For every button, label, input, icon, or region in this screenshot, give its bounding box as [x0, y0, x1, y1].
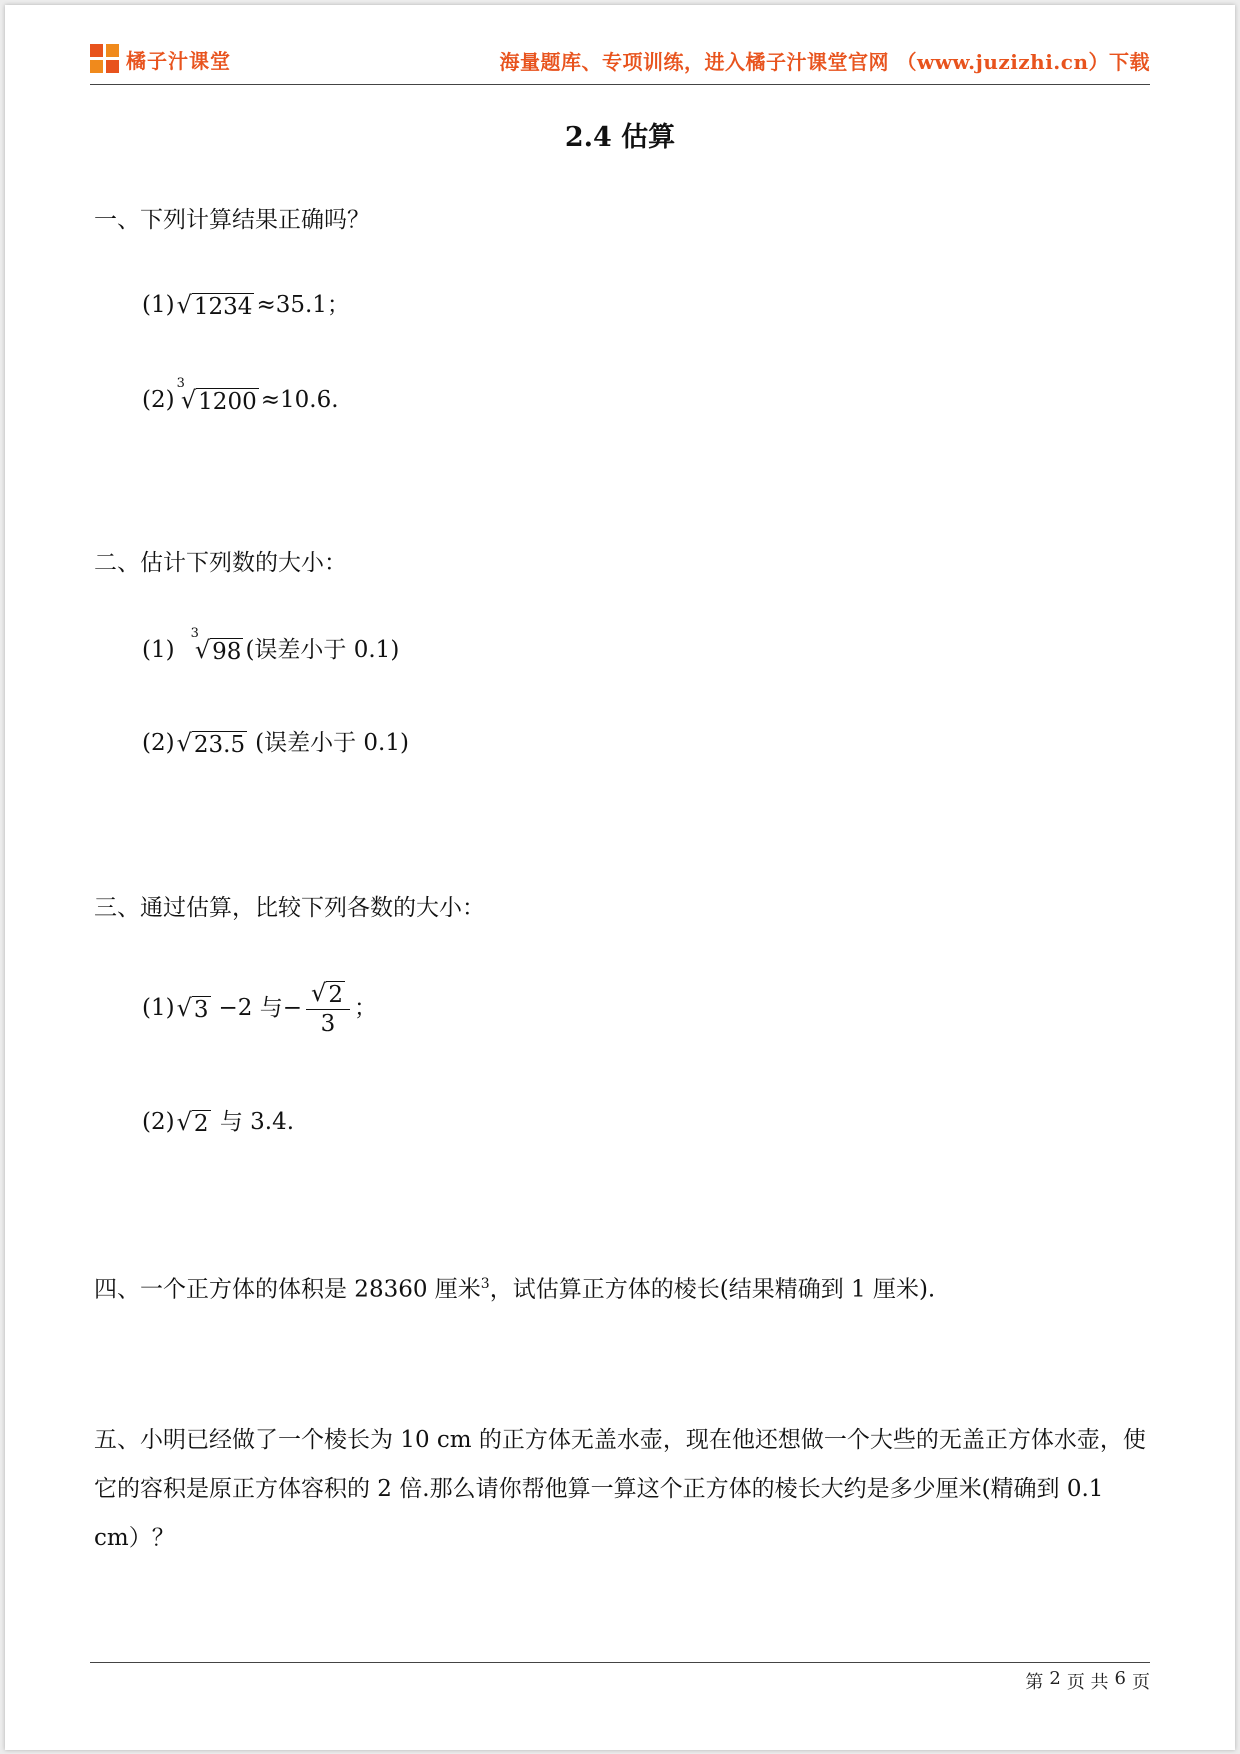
question-5: 五、小明已经做了一个棱长为 10 cm 的正方体无盖水壶，现在他还想做一个大些的无盖正方体水壶，使它的容积是原正方体容积的 2 倍.那么请你帮他算一算这个正方体的棱长大约是多少厘米(精确到 0.1 cm）？ [94, 1427, 1146, 1551]
question-3-heading: 三、通过估算，比较下列各数的大小： [94, 895, 485, 921]
question-2-item-1 [142, 626, 400, 665]
header-divider [90, 84, 1150, 85]
root-index: 3 [190, 626, 199, 641]
cube-root [176, 376, 259, 415]
brand-logo[interactable] [90, 44, 231, 74]
total-pages: 6 [1114, 1668, 1126, 1689]
cube-root [190, 626, 244, 665]
superscript-exponent: 3 [480, 1276, 490, 1292]
fraction [306, 978, 350, 1038]
radical-sign-icon: √ [176, 729, 192, 757]
square-root [177, 1107, 211, 1137]
question-3-item-2 [142, 1107, 294, 1137]
radical-sign-icon: √ [176, 1108, 192, 1136]
root-index: 3 [176, 376, 185, 391]
square-root [311, 978, 345, 1008]
radical-sign-icon: √ [180, 386, 197, 414]
item-prefix: (1) [142, 292, 175, 318]
item-suffix: ≈35.1； [256, 292, 350, 318]
radicand: 1200 [198, 389, 257, 415]
question-3-item-1 [142, 978, 377, 1038]
radicand: 23.5 [193, 732, 246, 758]
radicand: 3 [193, 997, 209, 1023]
question-1-item-2 [142, 376, 339, 415]
item-prefix: (2) [142, 1109, 175, 1135]
question-4-text-before: 四、一个正方体的体积是 28360 厘米 [94, 1276, 481, 1303]
current-page: 2 [1049, 1668, 1061, 1689]
item-prefix: (2) [142, 387, 175, 413]
item-suffix: (误差小于 0.1) [245, 637, 400, 663]
page-number [1025, 1668, 1150, 1694]
radical-sign-icon: √ [311, 979, 327, 1007]
page-title: 2.4 估算 [564, 122, 676, 153]
question-4-text-after: ，试估算正方体的棱长(结果精确到 1 厘米). [489, 1276, 936, 1303]
item-prefix: (1) [142, 995, 175, 1021]
radicand: 2 [328, 982, 343, 1008]
radical-sign-icon: √ [176, 291, 192, 319]
item-middle: −2 与− [218, 995, 303, 1021]
of-label: 页 共 [1066, 1672, 1109, 1693]
logo-icon [90, 44, 120, 74]
radicand: 1234 [193, 294, 253, 320]
brand-name: 橘子汁课堂 [126, 48, 231, 73]
radical-sign-icon: √ [176, 994, 192, 1022]
header-slogan: 海量题库、专项训练，进入橘子汁课堂官网 （www.juzizhi.cn）下载 [499, 50, 1150, 74]
footer-divider [90, 1662, 1150, 1663]
radicand: 2 [193, 1111, 209, 1137]
square-root [177, 290, 255, 320]
item-prefix: (2) [142, 730, 175, 756]
question-1-heading: 一、下列计算结果正确吗？ [94, 207, 370, 233]
page-header [90, 44, 1150, 84]
item-suffix: ≈10.6. [260, 387, 339, 413]
item-suffix: 与 3.4. [212, 1109, 295, 1135]
fraction-denominator: 3 [320, 1011, 336, 1037]
radical-sign-icon: √ [194, 636, 211, 664]
radicand: 98 [212, 639, 242, 665]
question-4 [94, 1269, 935, 1305]
fraction-numerator [306, 978, 350, 1010]
item-suffix: ； [353, 995, 377, 1021]
question-1-item-1 [142, 290, 350, 320]
item-prefix: (1) [142, 637, 175, 663]
page-end-label: 页 [1132, 1672, 1150, 1693]
square-root [177, 993, 211, 1023]
square-root [177, 728, 248, 758]
question-2-item-2 [142, 728, 409, 758]
page-label: 第 [1025, 1672, 1044, 1693]
item-suffix: (误差小于 0.1) [255, 730, 409, 756]
question-2-heading: 二、估计下列数的大小： [94, 550, 347, 576]
